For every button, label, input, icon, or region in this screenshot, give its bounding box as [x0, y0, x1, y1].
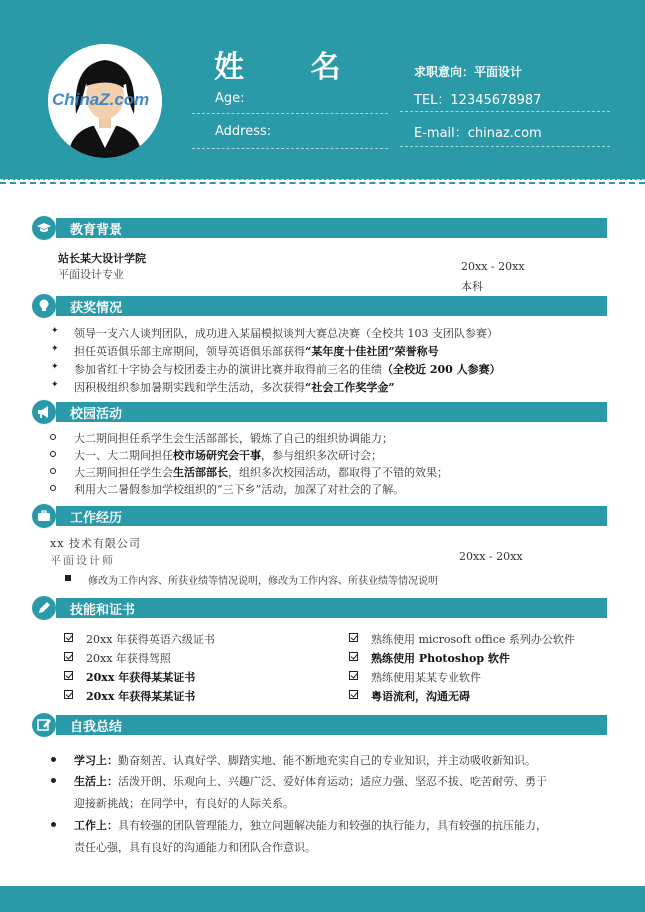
- diamond-bullet-icon: ✦: [51, 380, 59, 390]
- checkbox-icon: [349, 671, 358, 680]
- graduation-cap-icon: [32, 216, 56, 240]
- checkbox-icon: [64, 690, 73, 699]
- skill-item: 粤语流利，沟通无碍: [371, 690, 470, 703]
- skill-item: 20xx 年获得某某证书: [86, 671, 196, 684]
- skill-item: 熟练使用 Photoshop 软件: [371, 652, 510, 665]
- megaphone-icon: [32, 400, 56, 424]
- checkbox-icon: [64, 633, 73, 642]
- section-title: 自我总结: [70, 720, 123, 735]
- work-period: 20xx - 20xx: [459, 550, 523, 563]
- header-divider: [0, 179, 645, 180]
- briefcase-icon: [32, 504, 56, 528]
- work-description: 修改为工作内容、所获业绩等情况说明，修改为工作内容、所获业绩等情况说明: [88, 576, 438, 587]
- section-campus: [56, 402, 607, 422]
- edit-icon: [32, 713, 56, 737]
- skill-item: 20xx 年获得英语六级证书: [86, 633, 215, 646]
- section-title: 工作经历: [70, 511, 123, 526]
- list-item: 大一、大二期间担任校市场研究会干事，参与组织多次研讨会；: [74, 449, 382, 462]
- section-work: [56, 506, 607, 526]
- address-underline: [192, 148, 388, 149]
- list-item: 大三期间担任学生会生活部部长，组织多次校园活动，都取得了不错的效果；: [74, 466, 448, 479]
- school-name: 站长某大设计学院: [58, 252, 146, 265]
- checkbox-icon: [349, 690, 358, 699]
- list-item: 利用大二暑假参加学校组织的“三下乡”活动，加深了对社会的了解。: [74, 483, 405, 496]
- tel-underline: [400, 111, 610, 112]
- age-label: Age:: [215, 91, 245, 106]
- summary-item-continued: 迎接新挑战；在同学中，有良好的人际关系。: [74, 797, 294, 810]
- major: 平面设计专业: [58, 268, 124, 281]
- list-item: 大二期间担任系学生会生活部部长，锻炼了自己的组织协调能力；: [74, 432, 393, 445]
- summary-item-continued: 责任心强，具有良好的沟通能力和团队合作意识。: [74, 841, 316, 854]
- email: E-mail：chinaz.com: [414, 126, 542, 141]
- degree: 本科: [461, 280, 483, 293]
- section-awards: [56, 296, 607, 316]
- skill-item: 20xx 年获得驾照: [86, 652, 171, 665]
- checkbox-icon: [64, 671, 73, 680]
- company-name: xx 技术有限公司: [50, 537, 141, 550]
- pencil-icon: [32, 596, 56, 620]
- section-title: 校园活动: [70, 407, 123, 422]
- checkbox-icon: [64, 652, 73, 661]
- header-divider-outer: [0, 182, 645, 184]
- skill-item: 熟练使用某某专业软件: [371, 671, 481, 684]
- summary-item: 学习上：勤奋刻苦、认真好学、脚踏实地、能不断地充实自己的专业知识，并主动吸收新知识。: [74, 754, 536, 767]
- position: 平面设计师: [50, 554, 115, 567]
- list-item: 参加省红十字协会与校团委主办的演讲比赛并取得前三名的佳绩（全校近 200 人参赛）: [74, 363, 501, 376]
- skill-item: 20xx 年获得某某证书: [86, 690, 196, 703]
- diamond-bullet-icon: ✦: [51, 362, 59, 372]
- section-education: [56, 218, 607, 238]
- diamond-bullet-icon: ✦: [51, 326, 59, 336]
- list-item: 因积极组织参加暑期实践和学生活动，多次获得“社会工作奖学金”: [74, 381, 395, 394]
- circle-bullet-icon: [50, 451, 56, 457]
- circle-bullet-icon: [50, 434, 56, 440]
- dot-bullet-icon: [51, 822, 56, 827]
- section-title: 技能和证书: [70, 603, 136, 618]
- dot-bullet-icon: [51, 757, 56, 762]
- list-item: 担任英语俱乐部主席期间，领导英语俱乐部获得“某年度十佳社团”荣誉称号: [74, 345, 439, 358]
- education-period: 20xx - 20xx: [461, 260, 525, 273]
- summary-item: 生活上：活泼开朗、乐观向上、兴趣广泛、爱好体育运动；适应力强、坚忍不拔、吃苦耐劳、勇于: [74, 775, 547, 788]
- skill-item: 熟练使用 microsoft office 系列办公软件: [371, 633, 575, 646]
- square-bullet-icon: [65, 575, 71, 581]
- dot-bullet-icon: [51, 778, 56, 783]
- checkbox-icon: [349, 633, 358, 642]
- tel: TEL：12345678987: [414, 93, 542, 108]
- section-summary: [56, 715, 607, 735]
- section-title: 教育背景: [70, 223, 123, 238]
- candidate-name: 姓 名: [214, 50, 369, 85]
- section-skills: [56, 598, 607, 618]
- job-intent: 求职意向：平面设计: [414, 65, 523, 79]
- list-item: 领导一支六人谈判团队，成功进入某届模拟谈判大赛总决赛（全校共 103 支团队参赛）: [74, 327, 498, 340]
- circle-bullet-icon: [50, 468, 56, 474]
- age-underline: [192, 113, 388, 114]
- email-underline: [400, 146, 610, 147]
- light-bulb-icon: [32, 294, 56, 318]
- checkbox-icon: [349, 652, 358, 661]
- diamond-bullet-icon: ✦: [51, 344, 59, 354]
- footer-bar: [0, 886, 645, 912]
- circle-bullet-icon: [50, 485, 56, 491]
- avatar: [48, 44, 162, 158]
- section-title: 获奖情况: [70, 301, 123, 316]
- address-label: Address:: [215, 124, 272, 139]
- avatar-watermark: ChinaZ.com: [52, 90, 150, 109]
- summary-item: 工作上：具有较强的团队管理能力，独立问题解决能力和较强的执行能力，具有较强的抗压能力，: [74, 819, 547, 832]
